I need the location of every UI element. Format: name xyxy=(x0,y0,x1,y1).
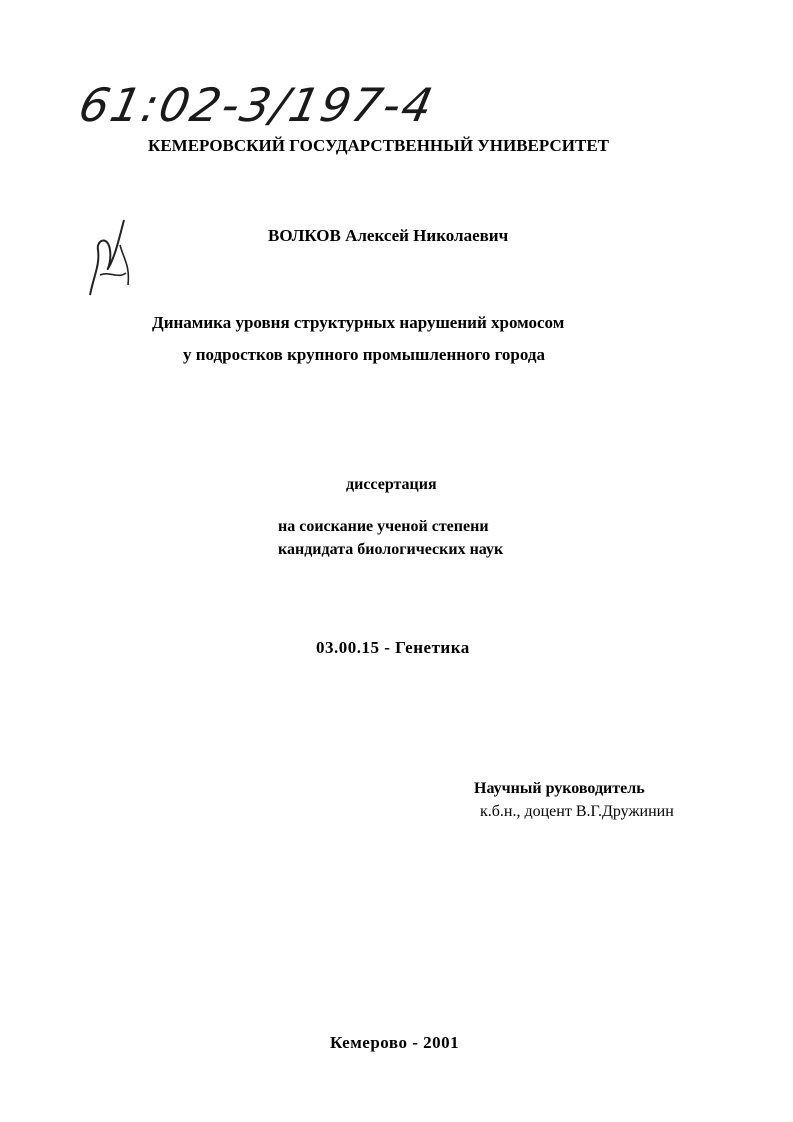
archive-number-handwritten: 61:02-3/197-4 xyxy=(74,78,440,132)
supervisor-name: к.б.н., доцент В.Г.Дружинин xyxy=(480,803,674,820)
supervisor-label: Научный руководитель xyxy=(474,780,645,797)
place-and-year: Кемерово - 2001 xyxy=(330,1033,460,1052)
degree-line-2: кандидата биологических наук xyxy=(278,541,504,558)
degree-line-1: на соискание ученой степени xyxy=(278,518,489,535)
author-name: ВОЛКОВ Алексей Николаевич xyxy=(268,226,509,245)
specialty-code: 03.00.15 - Генетика xyxy=(316,638,470,657)
work-type: диссертация xyxy=(346,476,437,493)
university-name: КЕМЕРОВСКИЙ ГОСУДАРСТВЕННЫЙ УНИВЕРСИТЕТ xyxy=(148,136,610,155)
thesis-title-line-1: Динамика уровня структурных нарушений хромосом xyxy=(152,313,565,332)
thesis-title-line-2: у подростков крупного промышленного города xyxy=(183,345,545,364)
margin-signature-scribble xyxy=(80,205,140,305)
